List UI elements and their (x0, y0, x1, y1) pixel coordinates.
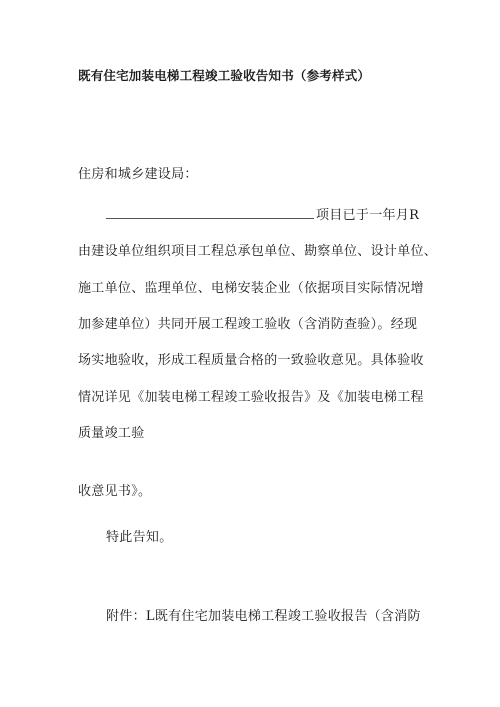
paragraph-line-6: 情况详见《加装电梯工程竣工验收报告》及《加装电梯工程 (78, 390, 424, 405)
salutation: 住房和城乡建设局： (78, 167, 198, 182)
paragraph-line-7: 质量竣工验 (78, 426, 145, 441)
paragraph-line-1 (106, 204, 419, 223)
document-title: 既有住宅加装电梯工程竣工验收告知书（参考样式） (78, 68, 371, 83)
paragraph-line-3: 施工单位、监理单位、电梯安装企业（依据项目实际情况增 (78, 281, 424, 296)
paragraph-line-5: 场实地验收，形成工程质量合格的一致验收意见。具体验收 (78, 353, 424, 368)
notice-line: 特此告知。 (106, 530, 173, 545)
project-name-blank (106, 207, 314, 219)
paragraph-line-2: 由建设单位组织项目工程总承包单位、勘察单位、设计单位、 (78, 244, 438, 259)
paragraph-line-1-text: 项目已于一年月R (316, 208, 420, 223)
attachment-line: 附件：L既有住宅加装电梯工程竣工验收报告（含消防 (106, 609, 421, 624)
paragraph-line-8: 收意见书》。 (78, 484, 152, 499)
paragraph-line-4: 加参建单位）共同开展工程竣工验收（含消防查验）。经现 (78, 317, 418, 332)
